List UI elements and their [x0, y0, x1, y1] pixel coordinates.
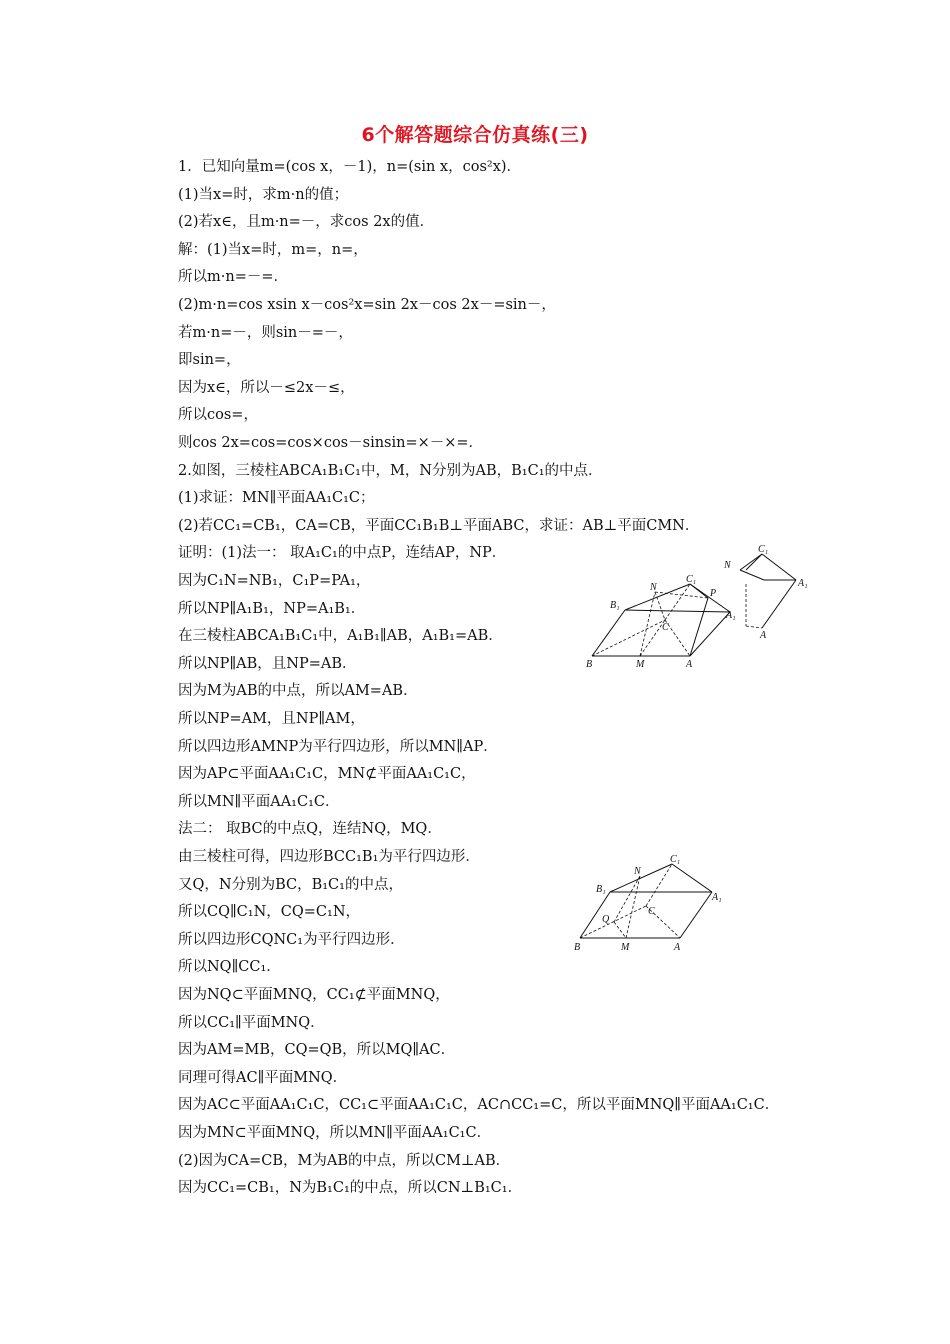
- label-N: N: [650, 582, 657, 593]
- inset-label-A1: A₁: [798, 578, 808, 589]
- text-line: 即sin=，: [178, 352, 241, 368]
- inset-label-N: N: [724, 560, 731, 571]
- text-line: 所以MN∥平面AA₁C₁C．: [178, 794, 340, 810]
- text-line: 因为MN⊂平面MNQ，所以MN∥平面AA₁C₁C．: [178, 1125, 492, 1141]
- prism-figure-2: [570, 850, 730, 958]
- label-Q: Q: [602, 914, 610, 925]
- label-M: M: [636, 659, 645, 670]
- text-line: (1)当x=时，求m·n的值；: [178, 187, 349, 203]
- text-line: 因为M为AB的中点，所以AM=AB．: [178, 683, 418, 699]
- text-line: 所以NP=AM，且NP∥AM，: [178, 711, 365, 727]
- label-B1: B₁: [596, 884, 606, 895]
- text-line: 因为NQ⊂平面MNQ，CC₁⊄平面MNQ，: [178, 987, 450, 1003]
- text-line: 所以cos=，: [178, 407, 258, 423]
- text-line: 所以四边形CQNC₁为平行四边形．: [178, 932, 405, 948]
- label-A1: A₁: [712, 892, 722, 903]
- label-B: B: [586, 659, 593, 670]
- text-line: 所以NP∥AB，且NP=AB．: [178, 656, 357, 672]
- label-C1: C₁: [686, 574, 697, 585]
- text-line: 由三棱柱可得，四边形BCC₁B₁为平行四边形．: [178, 849, 480, 865]
- text-line: 所以m·n=－=．: [178, 269, 288, 285]
- label-C: C: [662, 622, 669, 633]
- text-line: 因为C₁N=NB₁，C₁P=PA₁，: [178, 573, 371, 589]
- text-line: 法二： 取BC的中点Q，连结NQ，MQ．: [178, 821, 442, 837]
- text-line: 因为CC₁=CB₁，N为B₁C₁的中点，所以CN⊥B₁C₁．: [178, 1180, 523, 1196]
- text-line: (2)因为CA=CB，M为AB的中点，所以CM⊥AB．: [178, 1153, 511, 1169]
- text-line: 因为AC⊂平面AA₁C₁C，CC₁⊂平面AA₁C₁C，AC∩CC₁=C，所以平面MNQ∥平面AA₁C₁C．: [178, 1097, 780, 1113]
- text-line: 解：(1)当x=时，m=，n=，: [178, 242, 368, 258]
- text-line: 因为AP⊂平面AA₁C₁C，MN⊄平面AA₁C₁C，: [178, 766, 476, 782]
- page-title: 6个解答题综合仿真练(三): [361, 124, 589, 146]
- label-A: A: [674, 942, 681, 953]
- text-line: (2)若x∈，且m·n=－，求cos 2x的值．: [178, 214, 435, 230]
- text-line: 在三棱柱ABCA₁B₁C₁中，A₁B₁∥AB，A₁B₁=AB．: [178, 628, 503, 644]
- label-C: C: [648, 906, 655, 917]
- text-line: 所以CQ∥C₁N，CQ=C₁N，: [178, 904, 361, 920]
- text-line: 1．已知向量m=(cos x，－1)，n=(sin x，cos²x)．: [178, 159, 522, 175]
- inset-label-A: A: [760, 630, 767, 641]
- label-C1: C₁: [670, 854, 681, 865]
- label-A: A: [686, 659, 693, 670]
- text-line: 因为AM=MB，CQ=QB，所以MQ∥AC．: [178, 1042, 456, 1058]
- label-A1: A₁: [726, 610, 736, 621]
- label-N: N: [634, 866, 641, 877]
- text-line: 2.如图，三棱柱ABCA₁B₁C₁中，M，N分别为AB，B₁C₁的中点．: [178, 463, 603, 479]
- text-line: (2)m·n=cos xsin x－cos²x=sin 2x－cos 2x－=sin－，: [178, 297, 556, 313]
- label-P: P: [710, 588, 717, 599]
- text-line: 若m·n=－，则sin－=－，: [178, 325, 353, 341]
- text-line: 又Q，N分别为BC，B₁C₁的中点，: [178, 877, 403, 893]
- inset-label-C1: C₁: [758, 544, 769, 555]
- text-line: 所以四边形AMNP为平行四边形，所以MN∥AP．: [178, 739, 498, 755]
- text-line: 同理可得AC∥平面MNQ．: [178, 1070, 348, 1086]
- prism-figure-1: [580, 540, 820, 674]
- text-line: 证明：(1)法一： 取A₁C₁的中点P，连结AP，NP．: [178, 545, 507, 561]
- text-line: 因为x∈，所以－≤2x－≤，: [178, 380, 355, 396]
- text-line: (1)求证：MN∥平面AA₁C₁C；: [178, 490, 375, 506]
- label-B: B: [574, 942, 581, 953]
- label-M: M: [621, 942, 630, 953]
- label-B1: B₁: [610, 600, 620, 611]
- text-line: 所以CC₁∥平面MNQ．: [178, 1015, 325, 1031]
- text-line: 所以NQ∥CC₁．: [178, 959, 281, 975]
- text-line: (2)若CC₁=CB₁，CA=CB，平面CC₁B₁B⊥平面ABC，求证：AB⊥平面CMN．: [178, 518, 700, 534]
- text-line: 所以NP∥A₁B₁，NP=A₁B₁．: [178, 601, 366, 617]
- text-line: 则cos 2x=cos=cos×cos－sinsin=×－×=．: [178, 435, 484, 451]
